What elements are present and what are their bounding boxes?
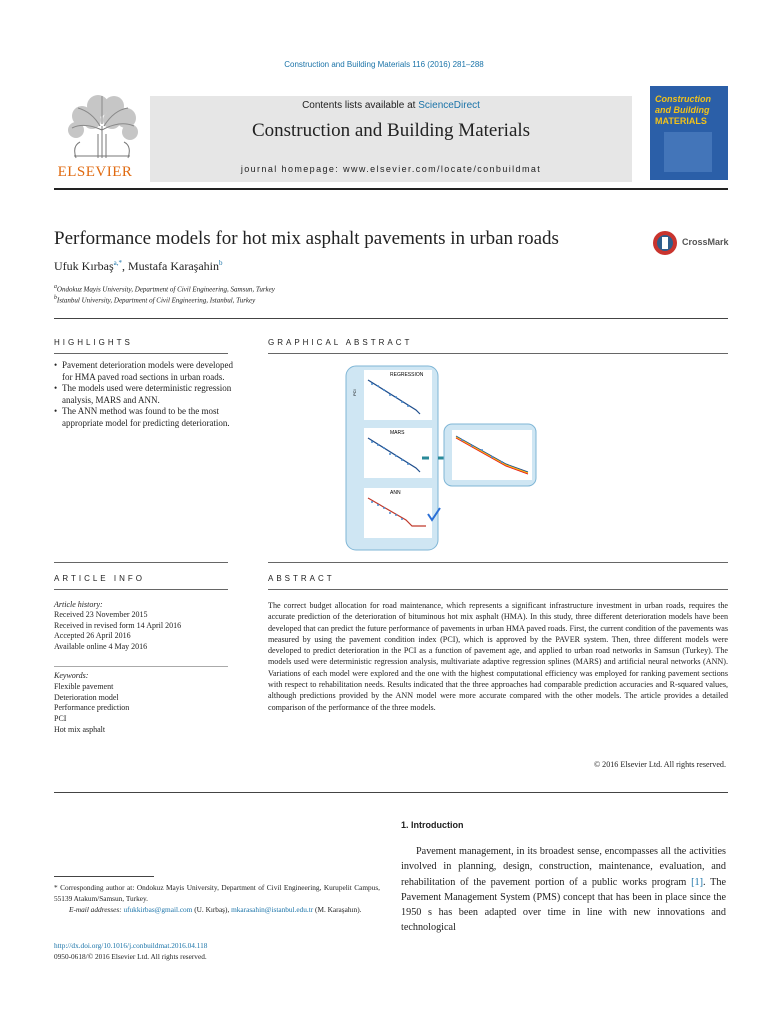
affiliation-b-marker: b bbox=[54, 295, 57, 301]
affiliation-a bbox=[54, 284, 275, 293]
keyword-item: PCI bbox=[54, 714, 67, 724]
journal-homepage[interactable]: journal homepage: www.elsevier.com/locate/conbuildmat bbox=[240, 164, 542, 174]
keywords-label: Keywords: bbox=[54, 671, 89, 680]
graphical-abstract-heading: GRAPHICAL ABSTRACT bbox=[268, 338, 413, 347]
graphical-abstract-bottom-divider bbox=[268, 562, 728, 563]
highlights-bottom-divider bbox=[54, 562, 228, 563]
affiliation-b-text: Istanbul University, Department of Civil Engineering, Istanbul, Turkey bbox=[56, 296, 256, 305]
regression-chart-title: REGRESSION bbox=[390, 372, 424, 378]
corresponding-author-note: * Corresponding author at: Ondokuz Mayis University, Department of Civil Engineering, Kurupelit Campus, 55139 Atakum/Samsun, Turkey. bbox=[54, 883, 380, 903]
introduction-text-part-1: Pavement management, in its broadest sense, encompasses all the activities involved in planning, design, construction, maintenance, evaluation, and rehabilitation of the pavement portion of a public works program bbox=[401, 846, 726, 888]
cover-subtitle: MATERIALS bbox=[655, 116, 707, 126]
affiliation-a-marker: a bbox=[54, 284, 57, 290]
abstract-bottom-divider bbox=[54, 792, 728, 793]
email-label: E-mail addresses: bbox=[69, 905, 124, 914]
header-divider bbox=[54, 188, 728, 190]
cover-title: Construction and Building bbox=[655, 94, 711, 115]
highlight-item: • The ANN method was found to be the most appropriate model for predicting deterioration. bbox=[54, 406, 234, 429]
abstract-heading: ABSTRACT bbox=[268, 574, 335, 583]
keywords bbox=[54, 671, 129, 736]
keyword-item: Deterioration model bbox=[54, 692, 119, 702]
revised-date: Received in revised form 14 April 2016 bbox=[54, 620, 182, 630]
introduction-text-part-2: . The Pavement Management System (PMS) concept that has been in place since the 1950 s has been adapted over time in line with new innovations and technological bbox=[401, 876, 726, 934]
ann-chart-title: ANN bbox=[390, 490, 401, 496]
keywords-divider bbox=[54, 666, 228, 667]
keyword-item: Flexible pavement bbox=[54, 681, 114, 691]
abstract-divider bbox=[268, 589, 728, 590]
highlight-item: • The models used were deterministic regression analysis, MARS and ANN. bbox=[54, 383, 234, 406]
header-band bbox=[150, 96, 632, 182]
affiliation-divider bbox=[54, 318, 728, 319]
author-2[interactable]: Mustafa Karaşahin bbox=[128, 259, 219, 273]
ann-chart bbox=[364, 488, 440, 538]
graphical-abstract-figure[interactable] bbox=[266, 362, 730, 554]
crossmark-label: CrossMark bbox=[682, 237, 729, 247]
author-separator: , bbox=[122, 259, 129, 273]
article-info-divider bbox=[54, 589, 228, 590]
contents-line bbox=[150, 100, 632, 111]
keyword-item: Performance prediction bbox=[54, 703, 130, 713]
regression-y-label: PCI bbox=[352, 389, 357, 396]
cover-graphic bbox=[664, 132, 712, 172]
highlight-item: • Pavement deterioration models were developed for HMA paved road sections in urban roads. bbox=[54, 360, 234, 383]
introduction-heading: 1. Introduction bbox=[401, 820, 464, 830]
doi-link[interactable]: http://dx.doi.org/10.1016/j.conbuildmat.2016.04.118 bbox=[54, 941, 208, 950]
article-info-heading: ARTICLE INFO bbox=[54, 574, 145, 583]
received-date: Received 23 November 2015 bbox=[54, 610, 148, 620]
comparison-chart bbox=[452, 430, 532, 480]
reference-link[interactable]: [1] bbox=[691, 876, 703, 888]
email-line bbox=[54, 904, 380, 915]
abstract-copyright: © 2016 Elsevier Ltd. All rights reserved. bbox=[593, 760, 726, 769]
sciencedirect-link[interactable]: ScienceDirect bbox=[418, 100, 480, 111]
highlights-heading: HIGHLIGHTS bbox=[54, 338, 133, 347]
graphical-abstract-divider bbox=[268, 353, 728, 354]
journal-header bbox=[54, 86, 728, 182]
journal-citation[interactable]: Construction and Building Materials 116 (2016) 281–288 bbox=[284, 60, 484, 69]
regression-chart bbox=[352, 370, 432, 420]
mars-chart bbox=[364, 428, 432, 478]
accepted-date: Accepted 26 April 2016 bbox=[54, 631, 131, 641]
article-title: Performance models for hot mix asphalt pavements in urban roads bbox=[54, 228, 559, 249]
footnote bbox=[54, 882, 380, 915]
graphical-abstract-svg bbox=[266, 362, 730, 554]
affiliation-b bbox=[54, 295, 255, 304]
history-label: Article history: bbox=[54, 600, 103, 609]
journal-cover[interactable] bbox=[650, 86, 728, 180]
online-date: Available online 4 May 2016 bbox=[54, 641, 148, 651]
journal-name[interactable]: Construction and Building Materials bbox=[251, 120, 531, 141]
author-list bbox=[54, 259, 222, 274]
mars-chart-title: MARS bbox=[390, 430, 405, 436]
publisher-name: ELSEVIER bbox=[57, 164, 133, 180]
elsevier-logo[interactable] bbox=[54, 86, 150, 182]
author-1[interactable]: Ufuk Kırbaş bbox=[54, 259, 114, 273]
introduction-text bbox=[401, 844, 726, 936]
issn-line: 0950-0618/© 2016 Elsevier Ltd. All rights reserved. bbox=[54, 952, 207, 961]
footnote-divider bbox=[54, 876, 154, 877]
highlights-list bbox=[54, 360, 234, 430]
affiliation-a-text: Ondokuz Mayis University, Department of Civil Engineering, Samsun, Turkey bbox=[56, 285, 275, 294]
email-link-2[interactable]: mkarasahin@istanbul.edu.tr bbox=[231, 905, 314, 914]
email-owner-2: (M. Karaşahın). bbox=[313, 905, 362, 914]
abstract-text: The correct budget allocation for road maintenance, which represents a significant infrastructure investment in urban roads, requires the accurate prediction of the deterioration of bituminous hot mix asphalt (HMA). In this study, three different deterioration models have been developed that can predict the future performance of pavements in urban HMA paved roads. First, the current condition of the pavements was measured by using the pavement condition index (PCI), which is approved by the PAVER system. Then, three different models were developed to predict deterioration in the PCI as a function of pavement age, and applied to urban road networks in Samsun (Turkey). The models used were deterministic regression analysis, multivariate adaptive regression splines (MARS) and artificial neural networks (ANN). Variations of each model were explored and the one with the highest computational efficiency was employed for ranking pavement sections with respect to rehabilitation needs. Results indicated that the three approaches had comparable prediction accuracies and R-squared values, although predictions provided by the ANN model were more accurate compared with the other models. The article provides a detailed comparison of the performance of the three models. bbox=[268, 601, 728, 712]
article-history bbox=[54, 600, 181, 652]
email-link-1[interactable]: ufukkirbas@gmail.com bbox=[123, 905, 193, 914]
author-1-affiliation[interactable]: a,* bbox=[113, 259, 123, 267]
keyword-item: Hot mix asphalt bbox=[54, 724, 106, 734]
crossmark-badge[interactable] bbox=[652, 230, 728, 256]
crossmark-icon bbox=[652, 230, 678, 256]
highlights-divider bbox=[54, 353, 228, 354]
email-owner-1: (U. Kırbaş), bbox=[192, 905, 232, 914]
contents-prefix: Contents lists available at bbox=[302, 100, 419, 111]
author-2-affiliation[interactable]: b bbox=[218, 259, 223, 267]
